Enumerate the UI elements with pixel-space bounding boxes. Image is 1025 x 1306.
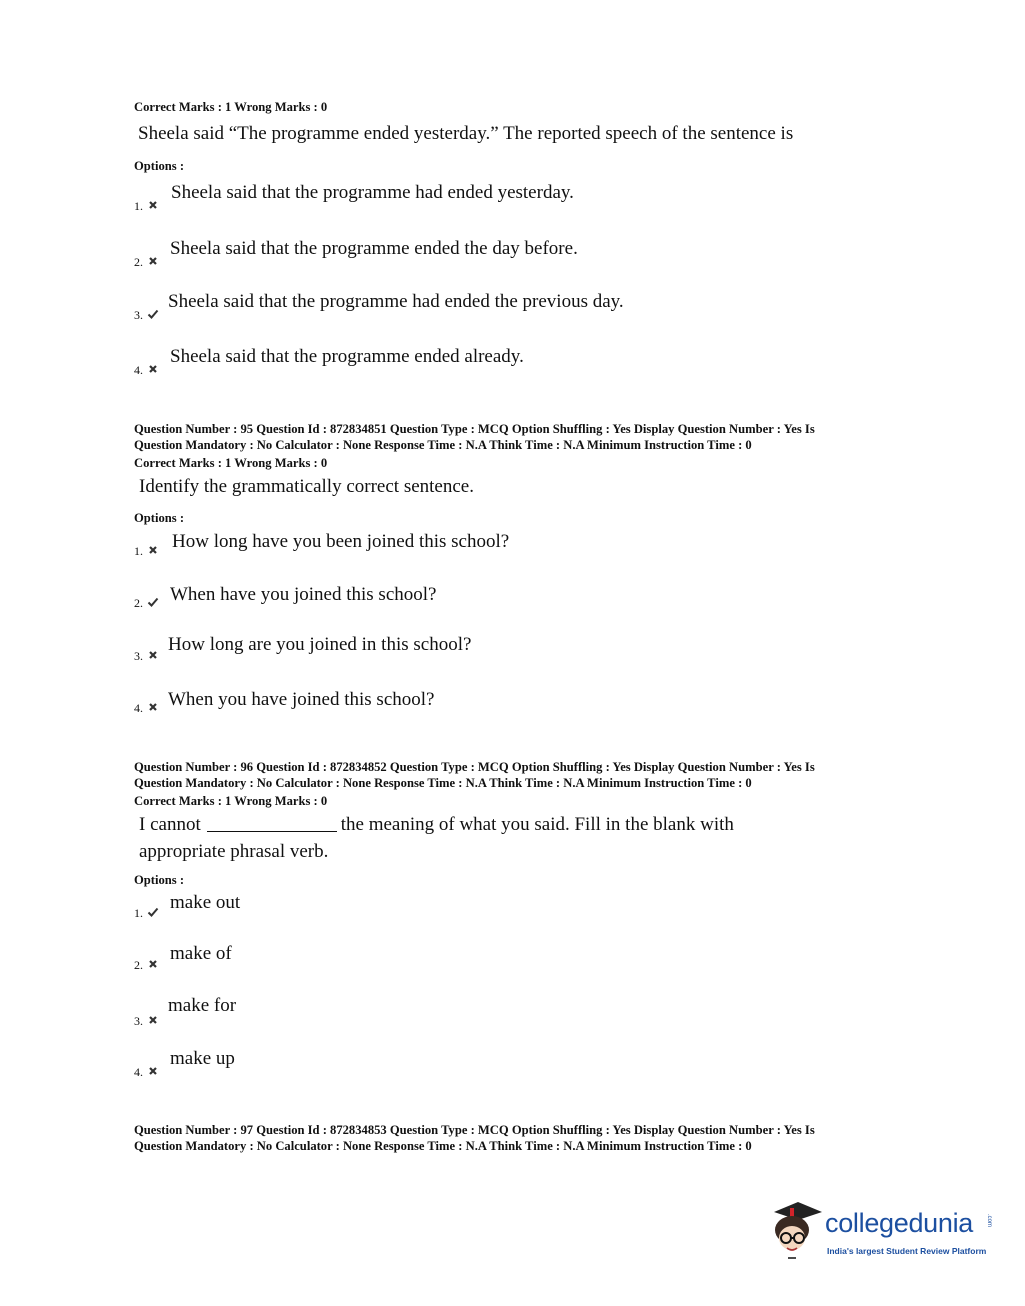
option-number: 4.: [134, 1065, 143, 1079]
logo-tagline: India's largest Student Review Platform: [827, 1246, 987, 1256]
logo-wordmark: collegedunia: [825, 1208, 974, 1238]
question-meta-line1: Question Number : 96 Question Id : 872834852 Question Type : MCQ Option Shuffling : Yes Display Question Number : Yes Is: [134, 760, 815, 774]
cross-icon: [147, 199, 159, 211]
option-number-wrapper: [134, 255, 159, 269]
option-number: 3.: [134, 649, 143, 663]
option-number-wrapper: [134, 596, 159, 610]
fill-in-blank: [207, 813, 337, 832]
option-number-wrapper: [134, 544, 159, 558]
marks-info: Correct Marks : 1 Wrong Marks : 0: [134, 794, 328, 808]
cross-icon: [147, 255, 159, 267]
option-text: make up: [170, 1048, 235, 1069]
option-text: make out: [170, 892, 241, 913]
option-number: 3.: [134, 1014, 143, 1028]
option-number-wrapper: [134, 958, 159, 972]
option-number: 2.: [134, 255, 143, 269]
question-text-part2: the meaning of what you said. Fill in the blank with: [340, 814, 734, 835]
cross-icon: [147, 701, 159, 713]
option-text: make of: [170, 943, 232, 964]
cross-icon: [147, 958, 159, 970]
option-number: 2.: [134, 958, 143, 972]
option-text: Sheela said that the programme ended already.: [170, 346, 524, 367]
option-number-wrapper: [134, 1014, 159, 1028]
option-text: make for: [168, 995, 237, 1016]
question-meta-line1: Question Number : 97 Question Id : 872834853 Question Type : MCQ Option Shuffling : Yes Display Question Number : Yes Is: [134, 1123, 815, 1137]
collegedunia-logo: [768, 1198, 998, 1268]
question-text: [139, 812, 734, 838]
option-text: When you have joined this school?: [168, 689, 435, 710]
question-text-part1: I cannot: [139, 814, 201, 835]
check-icon: [147, 596, 159, 608]
question-text-line2: appropriate phrasal verb.: [139, 841, 329, 862]
option-number-wrapper: [134, 649, 159, 663]
marks-info: Correct Marks : 1 Wrong Marks : 0: [134, 100, 328, 114]
check-icon: [147, 906, 159, 918]
option-number-wrapper: [134, 199, 159, 213]
option-number: 1.: [134, 544, 143, 558]
option-text: Sheela said that the programme ended the day before.: [170, 238, 578, 259]
option-number-wrapper: [134, 308, 159, 322]
option-number-wrapper: [134, 701, 159, 715]
marks-info: Correct Marks : 1 Wrong Marks : 0: [134, 456, 328, 470]
option-number: 1.: [134, 906, 143, 920]
option-number-wrapper: [134, 363, 159, 377]
question-meta-line1: Question Number : 95 Question Id : 872834851 Question Type : MCQ Option Shuffling : Yes Display Question Number : Yes Is: [134, 422, 815, 436]
options-label: Options :: [134, 159, 185, 173]
option-number-wrapper: [134, 1065, 159, 1079]
question-text: Sheela said “The programme ended yesterday.” The reported speech of the sentence is: [138, 123, 794, 144]
option-number: 4.: [134, 701, 143, 715]
logo-suffix: .com: [986, 1214, 992, 1228]
option-number: 1.: [134, 199, 143, 213]
option-number: 4.: [134, 363, 143, 377]
question-meta-line2: Question Mandatory : No Calculator : None Response Time : N.A Think Time : N.A Minimum Instruction Time : 0: [134, 776, 752, 790]
cross-icon: [147, 363, 159, 375]
question-meta-line2: Question Mandatory : No Calculator : None Response Time : N.A Think Time : N.A Minimum Instruction Time : 0: [134, 1139, 752, 1153]
question-text: Identify the grammatically correct sentence.: [139, 476, 474, 497]
option-number: 3.: [134, 308, 143, 322]
option-number-wrapper: [134, 906, 159, 920]
cross-icon: [147, 544, 159, 556]
cross-icon: [147, 649, 159, 661]
question-meta-line2: Question Mandatory : No Calculator : None Response Time : N.A Think Time : N.A Minimum Instruction Time : 0: [134, 438, 752, 452]
cross-icon: [147, 1014, 159, 1026]
option-text: Sheela said that the programme had ended the previous day.: [168, 291, 624, 312]
option-text: How long have you been joined this school?: [172, 531, 510, 552]
options-label: Options :: [134, 873, 185, 887]
cross-icon: [147, 1065, 159, 1077]
option-text: Sheela said that the programme had ended yesterday.: [171, 182, 574, 203]
option-number: 2.: [134, 596, 143, 610]
option-text: When have you joined this school?: [170, 584, 437, 605]
options-label: Options :: [134, 511, 185, 525]
mascot-icon: [768, 1198, 826, 1260]
check-icon: [147, 308, 159, 320]
option-text: How long are you joined in this school?: [168, 634, 472, 655]
